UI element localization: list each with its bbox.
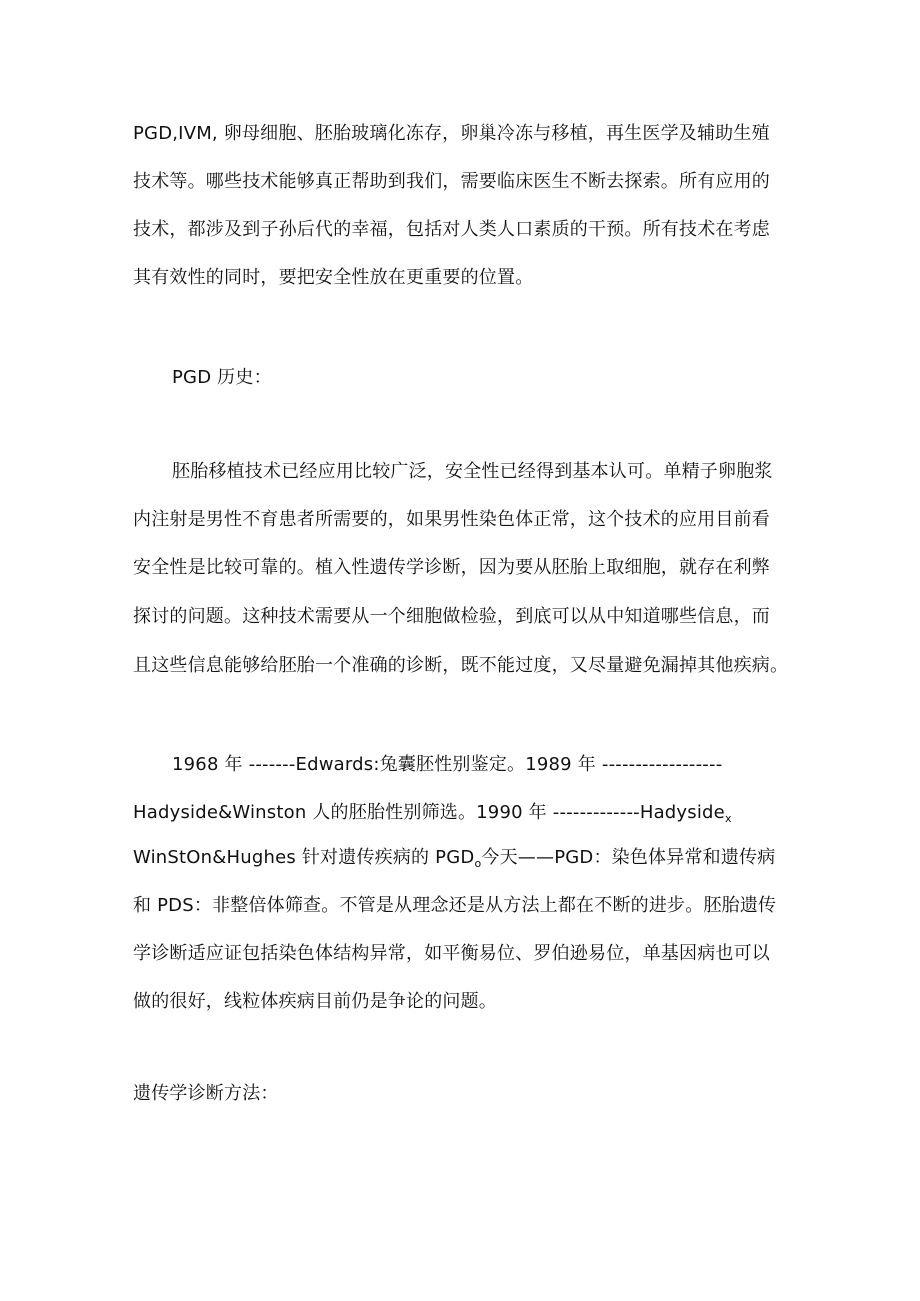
paragraph-3-line-3 xyxy=(133,846,775,870)
paragraph-2-line-2: 内注射是男性不育患者所需要的，如果男性染色体正常，这个技术的应用目前看 xyxy=(133,509,770,530)
paragraph-3-line-3-text-b: 今天——PGD：染色体异常和遗传病 xyxy=(481,847,776,868)
paragraph-3-line-3-subscript: o xyxy=(474,857,482,870)
paragraph-3-line-5: 学诊断适应证包括染色体结构异常，如平衡易位、罗伯逊易位，单基因病也可以 xyxy=(133,943,770,964)
paragraph-1-line-3: 技术，都涉及到子孙后代的幸福，包括对人类人口素质的干预。所有技术在考虑 xyxy=(133,219,770,240)
paragraph-3-line-6: 做的很好，线粒体疾病目前仍是争论的问题。 xyxy=(133,991,497,1012)
paragraph-3-line-2-subscript: x xyxy=(724,812,732,825)
paragraph-2-line-5: 且这些信息能够给胚胎一个准确的诊断，既不能过度，又尽量避免漏掉其他疾病。 xyxy=(133,655,789,676)
paragraph-1-line-4: 其有效性的同时，要把安全性放在更重要的位置。 xyxy=(133,267,534,288)
paragraph-3-line-3-text-a: WinStOn&Hughes 针对遗传疾病的 PGD xyxy=(133,847,475,868)
paragraph-2-line-1: 胚胎移植技术已经应用比较广泛，安全性已经得到基本认可。单精子卵胞浆 xyxy=(172,461,773,482)
paragraph-3-line-4: 和 PDS：非整倍体筛查。不管是从理念还是从方法上都在不断的进步。胚胎遗传 xyxy=(133,895,777,916)
paragraph-3-line-2-text: Hadyside&Winston 人的胚胎性别筛选。1990 年 -------------Hadyside xyxy=(133,802,725,823)
heading-genetic-diagnosis-methods: 遗传学诊断方法： xyxy=(133,1083,279,1104)
paragraph-3-line-2 xyxy=(133,801,732,825)
paragraph-2-line-3: 安全性是比较可靠的。植入性遗传学诊断，因为要从胚胎上取细胞，就存在利弊 xyxy=(133,557,770,578)
paragraph-1-line-1: PGD,IVM, 卵母细胞、胚胎玻璃化冻存，卵巢冷冻与移植，再生医学及辅助生殖 xyxy=(133,123,770,144)
paragraph-2-line-4: 探讨的问题。这种技术需要从一个细胞做检验，到底可以从中知道哪些信息，而 xyxy=(133,606,770,627)
paragraph-1-line-2: 技术等。哪些技术能够真正帮助到我们，需要临床医生不断去探索。所有应用的 xyxy=(133,171,770,192)
heading-pgd-history: PGD 历史： xyxy=(172,367,272,388)
paragraph-3-line-1: 1968 年 -------Edwards:兔囊胚性别鉴定。1989 年 ------------------ xyxy=(172,754,723,775)
